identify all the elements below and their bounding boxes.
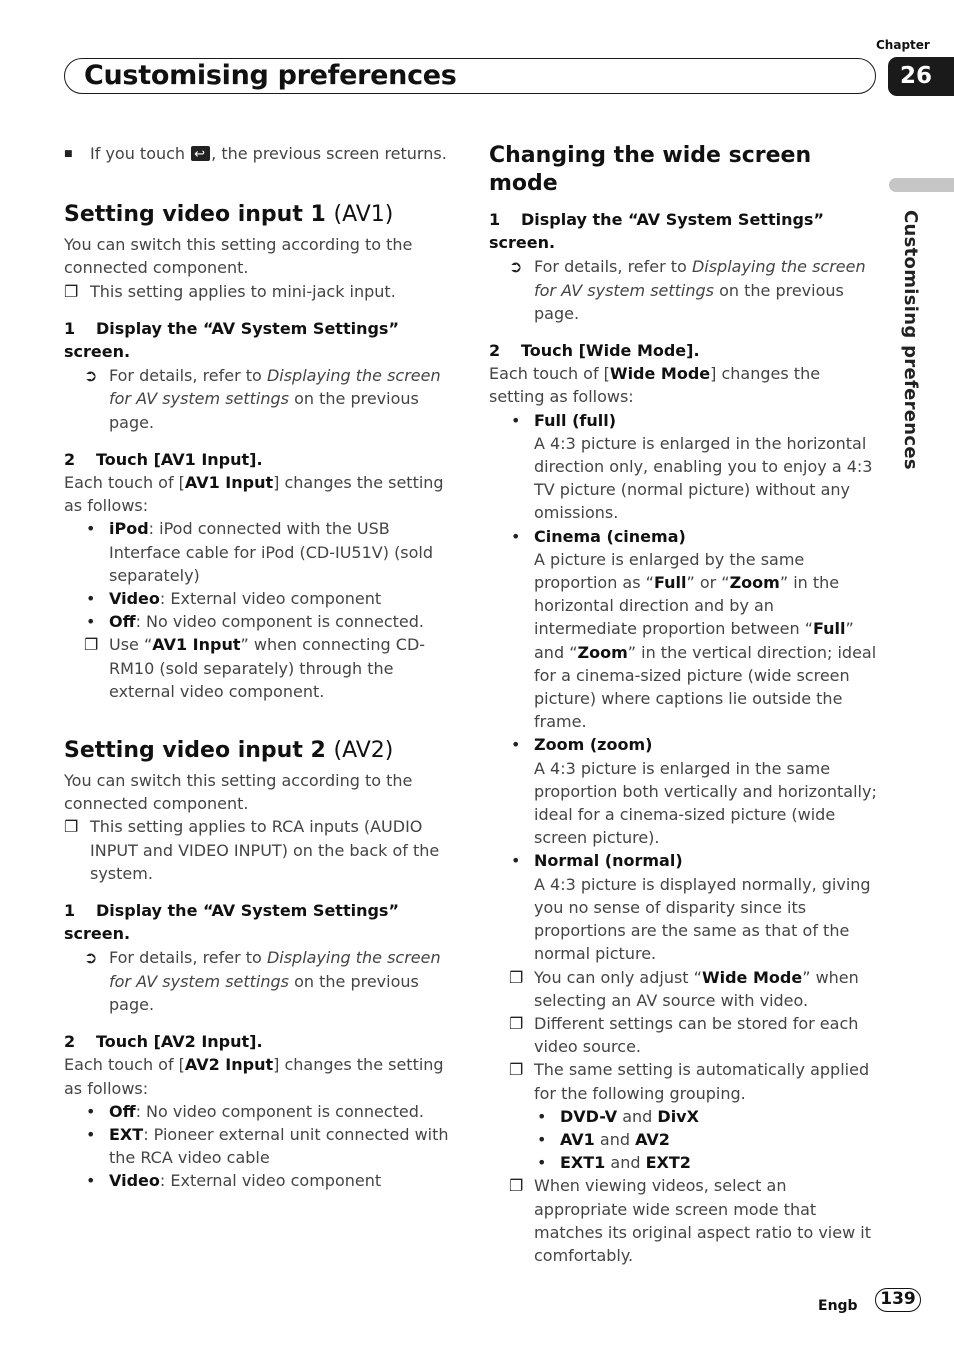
group-item: • EXT1 and EXT2 [489,1151,879,1174]
section-intro: You can switch this setting according to the connected component. [64,771,413,814]
mode-description: A picture is enlarged by the same proportion as “Full” or “Zoom” in the horizontal direction and by an intermediate proportion between “Full” and “Zoom” in the vertical direction; ideal for a cinema-sized picture (wide screen picture) where captions lie outside the frame. [534,549,877,732]
group-item: • DVD-V and DivX [489,1105,879,1128]
mode-description: A 4:3 picture is displayed normally, giving you no sense of disparity since its proportions are the same as that of the normal picture. [534,874,871,964]
step-1: 1 Display the “AV System Settings” screen. [64,901,399,944]
mode-full: • Full (full) [489,409,879,432]
reference-note: ➲ For details, refer to Displaying the screen for AV system settings on the previous page. [84,366,441,432]
bullet-icon: • [86,612,96,632]
chapter-label: Chapter [876,38,930,52]
bullet-icon: • [537,1129,547,1149]
checkbox-icon: ❐ [509,1013,524,1033]
footer-language: Engb [818,1298,858,1314]
mode-cinema: • Cinema (cinema) [489,525,879,548]
each-touch-text: Each touch of [AV1 Input] changes the setting as follows: [64,473,444,516]
reference-note: ➲ For details, refer to Displaying the screen for AV system settings on the previous page. [509,257,866,323]
bullet-icon: • [511,851,521,871]
bullet-icon: • [537,1153,547,1173]
note-item: ❐ You can only adjust “Wide Mode” when selecting an AV source with video. [509,967,859,1010]
note-item: ❐ When viewing videos, select an appropriate wide screen mode that matches its original aspect ratio to view it comfortably. [509,1176,871,1265]
bullet-icon: • [86,589,96,609]
mode-description: A 4:3 picture is enlarged in the horizontal direction only, enabling you to enjoy a 4:3 TV picture (normal picture) without any omissions. [534,433,873,523]
note-item: ❐ This setting applies to mini-jack input. [64,280,454,303]
square-bullet-icon: ■ [64,149,73,159]
checkbox-icon: ❐ [64,817,79,837]
section-intro: You can switch this setting according to the connected component. [64,235,413,278]
bullet-icon: • [511,410,521,430]
arrow-icon: ➲ [84,366,98,386]
checkbox-icon: ❐ [509,967,524,987]
side-tab [889,178,954,192]
page-number: 139 [875,1288,921,1312]
bullet-icon: • [511,735,521,755]
list-item: • EXT: Pioneer external unit connected with the RCA video cable [86,1124,449,1168]
bullet-icon: • [511,526,521,546]
each-touch-text: Each touch of [Wide Mode] changes the setting as follows: [489,364,821,407]
list-item: • Off: No video component is connected. [64,1100,454,1123]
mode-normal: • Normal (normal) [489,849,879,872]
arrow-icon: ➲ [509,257,523,277]
side-tab-label: Customising preferences [900,210,921,470]
note-item: ❐ Different settings can be stored for each video source. [509,1013,859,1057]
note-item: ❐ This setting applies to RCA inputs (AUDIO INPUT and VIDEO INPUT) on the back of the system. [64,817,440,883]
step-1: 1 Display the “AV System Settings” screen. [64,318,399,362]
list-item: • Video: External video component [64,587,454,610]
group-item: • AV1 and AV2 [489,1128,879,1151]
step-2: 2 Touch [AV1 Input]. [64,449,263,469]
section-title-av1: Setting video input 1 (AV1) [64,202,394,228]
list-item: • Off: No video component is connected. [64,610,454,633]
arrow-icon: ➲ [84,948,98,968]
section-title-wide-screen: Changing the wide screen mode [489,143,812,196]
bullet-icon: • [86,1124,96,1144]
note-item: ❐ Use “AV1 Input” when connecting CD-RM10 (sold separately) through the external video component. [84,635,426,701]
list-item: • iPod: iPod connected with the USB Interface cable for iPod (CD-IU51V) (sold separately) [86,519,434,585]
bullet-icon: • [86,1171,96,1191]
right-column [489,142,879,1267]
checkbox-icon: ❐ [84,635,99,655]
step-2: 2 Touch [Wide Mode]. [489,341,700,361]
each-touch-text: Each touch of [AV2 Input] changes the setting as follows: [64,1055,444,1098]
chapter-number: 26 [888,57,954,96]
note-row: ■ If you touch ↩ , the previous screen returns. [64,142,454,165]
bullet-icon: • [537,1106,547,1126]
mode-zoom: • Zoom (zoom) [489,733,879,756]
section-title-av2: Setting video input 2 (AV2) [64,738,394,764]
step-1: 1 Display the “AV System Settings” screen. [489,210,824,253]
page-title: Customising preferences [84,60,457,91]
checkbox-icon: ❐ [509,1176,524,1196]
left-column [64,142,454,1193]
checkbox-icon: ❐ [64,281,79,301]
mode-description: A 4:3 picture is enlarged in the same proportion both vertically and horizontally; ideal for a cinema-sized picture (wide screen picture). [534,758,877,848]
checkbox-icon: ❐ [509,1060,524,1080]
bullet-icon: • [86,519,96,539]
step-2: 2 Touch [AV2 Input]. [64,1032,263,1052]
bullet-icon: • [86,1101,96,1121]
list-item: • Video: External video component [64,1169,454,1192]
note-item: ❐ The same setting is automatically applied for the following grouping. [509,1060,870,1103]
back-return-icon [191,146,210,161]
reference-note: ➲ For details, refer to Displaying the screen for AV system settings on the previous page. [84,948,441,1014]
